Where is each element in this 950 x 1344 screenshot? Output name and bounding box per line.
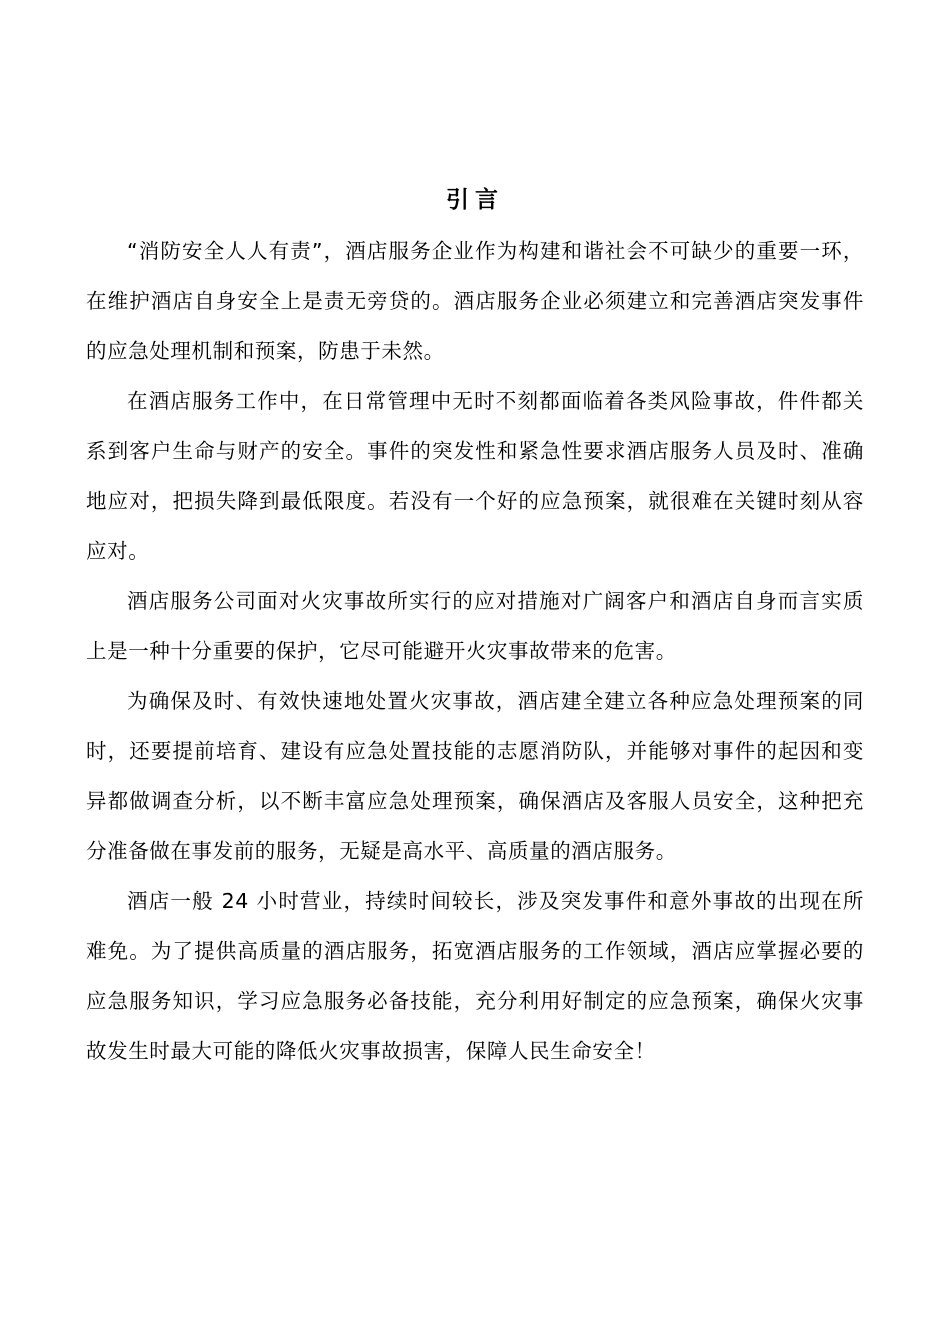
document-body [86, 226, 864, 1076]
paragraph-4: 为确保及时、有效快速地处置火灾事故，酒店建全建立各种应急处理预案的同时，还要提前培育、建设有应急处置技能的志愿消防队，并能够对事件的起因和变异都做调查分析，以不断丰富应急处理预案，确保酒店及客服人员安全，这种把充分准备做在事发前的服务，无疑是高水平、高质量的酒店服务。 [86, 689, 864, 863]
paragraph-3: 酒店服务公司面对火灾事故所实行的应对措施对广阔客户和酒店自身而言实质上是一种十分重要的保护，它尽可能避开火灾事故带来的危害。 [86, 589, 864, 663]
page-title: 引言 [446, 187, 504, 213]
paragraph-1: “消防安全人人有责”，酒店服务企业作为构建和谐社会不可缺少的重要一环，在维护酒店自身安全上是责无旁贷的。酒店服务企业必须建立和完善酒店突发事件的应急处理机制和预案，防患于未然。 [86, 239, 864, 363]
paragraph-5: 酒店一般 24 小时营业，持续时间较长，涉及突发事件和意外事故的出现在所难免。为了提供高质量的酒店服务，拓宽酒店服务的工作领域，酒店应掌握必要的应急服务知识，学习应急服务必备技能，充分利用好制定的应急预案，确保火灾事故发生时最大可能的降低火灾事故损害，保障人民生命安全！ [86, 889, 864, 1063]
paragraph-2: 在酒店服务工作中，在日常管理中无时不刻都面临着各类风险事故，件件都关系到客户生命与财产的安全。事件的突发性和紧急性要求酒店服务人员及时、准确地应对，把损失降到最低限度。若没有一个好的应急预案，就很难在关键时刻从容应对。 [86, 389, 864, 563]
